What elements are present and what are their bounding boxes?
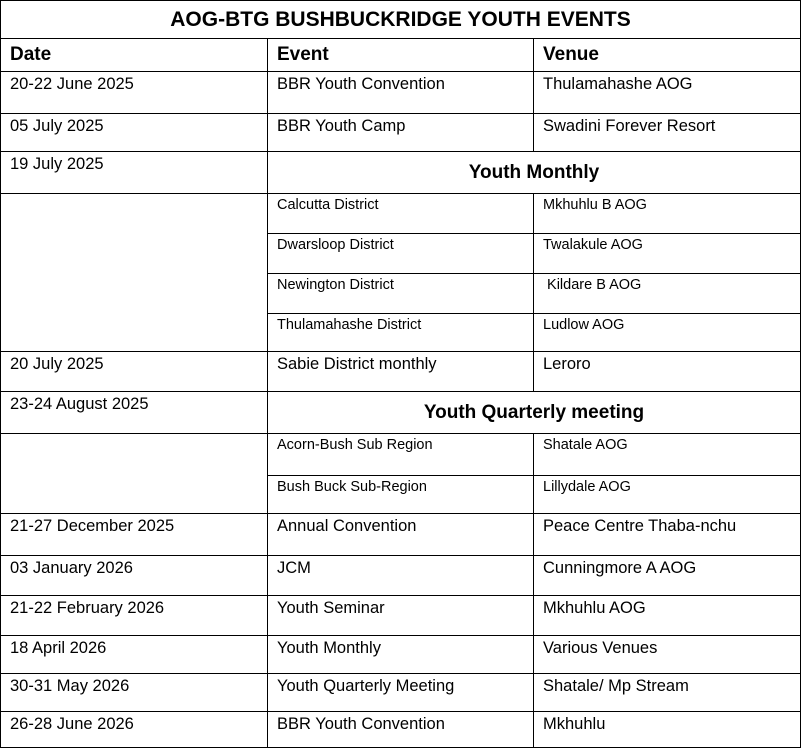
cell-venue: Peace Centre Thaba-nchu [534, 514, 801, 556]
section-heading: Youth Monthly [268, 152, 801, 194]
cell-date: 20 July 2025 [1, 352, 268, 392]
cell-venue: Kildare B AOG [534, 274, 801, 314]
table-row [1, 152, 801, 194]
cell-date: 19 July 2025 [1, 152, 268, 194]
cell-venue: Mkhuhlu B AOG [534, 194, 801, 234]
cell-event: Sabie District monthly [268, 352, 534, 392]
cell-venue: Mkhuhlu AOG [534, 596, 801, 636]
cell-event: Youth Quarterly Meeting [268, 674, 534, 712]
cell-venue: Lillydale AOG [534, 476, 801, 514]
table-row [1, 712, 801, 748]
cell-event: Annual Convention [268, 514, 534, 556]
cell-date: 26-28 June 2026 [1, 712, 268, 748]
table-row [1, 596, 801, 636]
table-row [1, 514, 801, 556]
cell-event: Acorn-Bush Sub Region [268, 434, 534, 476]
table-row [1, 674, 801, 712]
cell-event: BBR Youth Convention [268, 712, 534, 748]
header-row [1, 39, 801, 72]
cell-date: 21-22 February 2026 [1, 596, 268, 636]
cell-venue: Shatale/ Mp Stream [534, 674, 801, 712]
cell-date: 20-22 June 2025 [1, 72, 268, 114]
table-row [1, 392, 801, 434]
cell-venue: Thulamahashe AOG [534, 72, 801, 114]
cell-venue: Cunningmore A AOG [534, 556, 801, 596]
cell-date: 05 July 2025 [1, 114, 268, 152]
cell-venue: Mkhuhlu [534, 712, 801, 748]
cell-date: 18 April 2026 [1, 636, 268, 674]
cell-date: 23-24 August 2025 [1, 392, 268, 434]
cell-date-empty [1, 434, 268, 514]
section-heading: Youth Quarterly meeting [268, 392, 801, 434]
cell-venue: Shatale AOG [534, 434, 801, 476]
table-title: AOG-BTG BUSHBUCKRIDGE YOUTH EVENTS [1, 1, 801, 39]
cell-date: 21-27 December 2025 [1, 514, 268, 556]
table-row [1, 72, 801, 114]
cell-venue: Swadini Forever Resort [534, 114, 801, 152]
cell-venue: Leroro [534, 352, 801, 392]
header-venue: Venue [534, 39, 801, 72]
cell-event: Youth Monthly [268, 636, 534, 674]
cell-event: Thulamahashe District [268, 314, 534, 352]
table-row [1, 556, 801, 596]
cell-event: Newington District [268, 274, 534, 314]
cell-venue: Twalakule AOG [534, 234, 801, 274]
header-event: Event [268, 39, 534, 72]
table-row [1, 434, 801, 476]
cell-date: 30-31 May 2026 [1, 674, 268, 712]
cell-date: 03 January 2026 [1, 556, 268, 596]
table-row [1, 352, 801, 392]
cell-event: JCM [268, 556, 534, 596]
cell-event: Calcutta District [268, 194, 534, 234]
cell-event: BBR Youth Camp [268, 114, 534, 152]
cell-event: Youth Seminar [268, 596, 534, 636]
cell-venue: Various Venues [534, 636, 801, 674]
cell-event: BBR Youth Convention [268, 72, 534, 114]
cell-event: Bush Buck Sub-Region [268, 476, 534, 514]
header-date: Date [1, 39, 268, 72]
cell-venue: Ludlow AOG [534, 314, 801, 352]
table-row [1, 194, 801, 234]
title-row [1, 1, 801, 39]
cell-event: Dwarsloop District [268, 234, 534, 274]
table-row [1, 636, 801, 674]
table-row [1, 114, 801, 152]
cell-date-empty [1, 194, 268, 352]
